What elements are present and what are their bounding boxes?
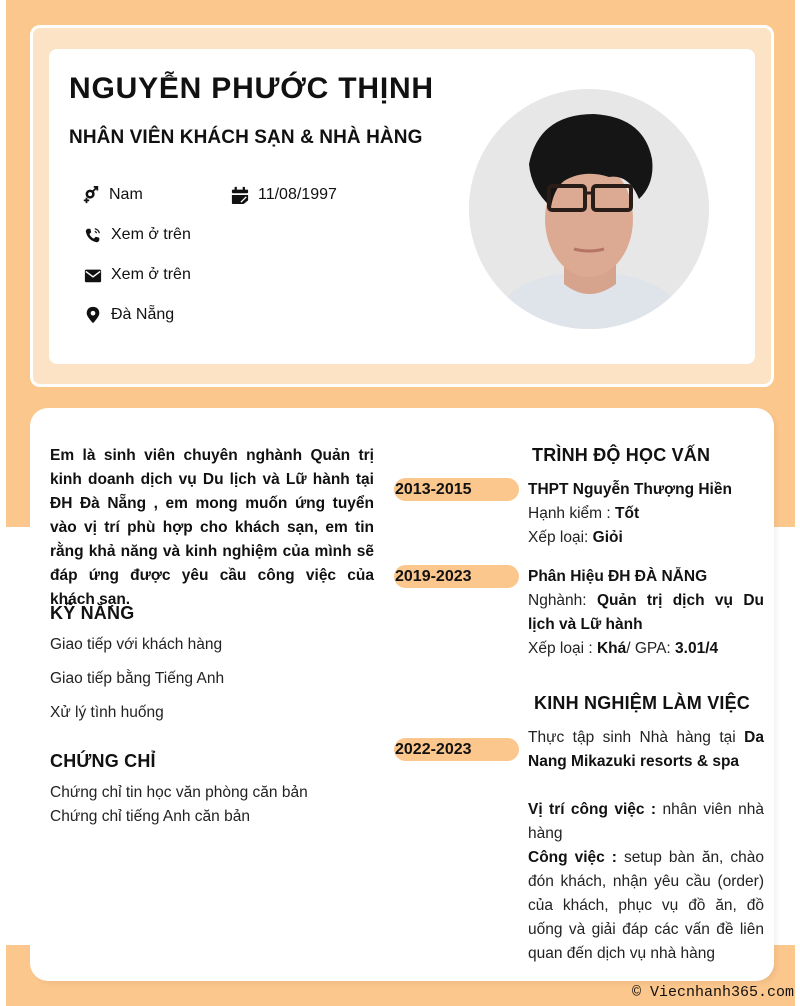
phone-icon: [84, 226, 102, 244]
skill-item: Giao tiếp với khách hàng: [50, 636, 223, 653]
info-birthday: [231, 186, 337, 204]
job-title: NHÂN VIÊN KHÁCH SẠN & NHÀ HÀNG: [69, 127, 423, 148]
candidate-name: NGUYỄN PHƯỚC THỊNH: [69, 72, 434, 105]
avatar: [469, 89, 709, 329]
footer-watermark: © Viecnhanh365.com: [631, 984, 794, 1001]
education-title: TRÌNH ĐỘ HỌC VẤN: [532, 445, 711, 465]
career-summary: Em là sinh viên chuyên nghành Quản trị kinh doanh dịch vụ Du lịch và Lữ hành tại ĐH Đà Nẵng , em mong muốn ứng tuyển vào vị trí phù hợp cho khách sạn, em tin rằng khả năng và kinh nghiệm của mình sẽ đáp ứng được yêu cầu công việc của khách sạn.: [50, 447, 374, 608]
conduct-label: Hạnh kiểm :: [528, 505, 616, 522]
gpa-value: 3.01/4: [675, 640, 719, 657]
certificate-item: Chứng chỉ tin học văn phòng căn bản: [50, 784, 308, 801]
major-value: Quản trị dịch vụ Du lịch và Lữ hành: [528, 592, 764, 633]
rank-value: Khá: [596, 640, 627, 657]
location-pin-icon: [84, 306, 102, 324]
experience-entry: [528, 726, 764, 966]
role-text: Thực tập sinh Nhà hàng tại: [528, 729, 745, 746]
gender-value: Nam: [109, 186, 143, 203]
gender-icon: [82, 186, 100, 204]
school-name: THPT Nguyễn Thượng Hiền: [528, 481, 732, 498]
skill-item: Giao tiếp bằng Tiếng Anh: [50, 670, 225, 687]
experience-title: KINH NGHIỆM LÀM VIỆC: [534, 693, 751, 713]
phone-value: Xem ở trên: [111, 226, 191, 243]
school-name: Phân Hiệu ĐH ĐÀ NẴNG: [528, 568, 708, 585]
info-email: [84, 266, 191, 284]
duties-value: setup bàn ăn, chào đón khách, nhận yêu cầu (order) của khách, phục vụ đồ ăn, đồ uống và giải đáp các vấn đề liên quan đến dịch vụ nhà hàng: [528, 849, 764, 962]
duties-label: Công việc :: [528, 849, 624, 866]
info-phone: [84, 226, 191, 244]
rank-value: Giỏi: [592, 529, 623, 546]
info-address: [84, 306, 174, 324]
skill-item: Xử lý tình huống: [50, 704, 164, 721]
gpa-label: / GPA:: [626, 640, 676, 657]
position-label: Vị trí công việc :: [528, 801, 663, 818]
birthday-value: 11/08/1997: [258, 186, 337, 203]
portrait-photo: [469, 89, 709, 329]
major-label: Nghành:: [528, 592, 597, 609]
education-period-badge: 2019-2023: [394, 565, 519, 588]
company-name: Da Nang Mikazuki resorts & spa: [528, 729, 764, 770]
certificates-title: CHỨNG CHỈ: [50, 751, 156, 771]
conduct-value: Tốt: [615, 505, 640, 522]
calendar-icon: [231, 186, 249, 204]
info-gender: [82, 186, 143, 204]
rank-label: Xếp loại :: [528, 640, 597, 657]
experience-period-badge: 2022-2023: [394, 738, 519, 761]
email-value: Xem ở trên: [111, 266, 191, 283]
envelope-icon: [84, 266, 102, 284]
rank-label: Xếp loại:: [528, 529, 593, 546]
education-entry: [528, 478, 764, 550]
position-value: nhân viên nhà hàng: [528, 801, 765, 842]
certificate-item: Chứng chỉ tiếng Anh căn bản: [50, 808, 250, 825]
education-period-badge: 2013-2015: [394, 478, 519, 501]
address-value: Đà Nẵng: [111, 306, 175, 323]
education-entry: [528, 565, 764, 661]
skills-title: KỸ NĂNG: [50, 603, 135, 623]
